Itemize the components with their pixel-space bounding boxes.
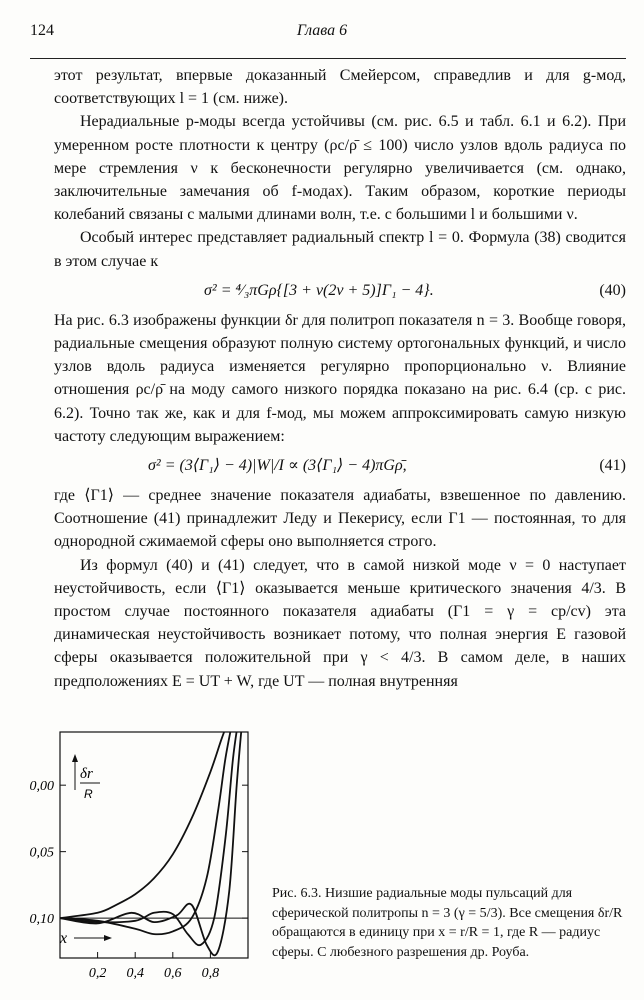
series-line-mode-1 (60, 719, 233, 935)
y-axis-label-top: δr (80, 766, 93, 782)
header-rule (30, 58, 626, 59)
paragraph-6: Из формул (40) и (41) следует, что в самой низкой моде ν = 0 наступает неустойчивость, если ⟨Γ1⟩ оказывается меньше критического значения 4/3. В простом случае постоянного показателя адиабаты (Γ1 = γ = cp/cv) эта динамическая неустойчивость возникает потому, что полная энергия E газовой сферы оказывается положительной при γ < 4/3. В самом деле, в наших предположениях E = UT + W, где UT — полная внутренняя (54, 556, 626, 690)
equation-40-number: (40) (599, 282, 626, 300)
equation-41-number: (41) (599, 457, 626, 475)
equation-40 (54, 273, 626, 309)
series-line-mode-2 (60, 719, 239, 946)
x-tick-label: 0,8 (201, 966, 220, 981)
paragraph-2: Нерадиальные p-моды всегда устойчивы (см. рис. 6.5 и табл. 6.1 и 6.2). При умеренном росте плотности к центру (ρc/ρ̄ ≤ 100) число узлов вдоль радиуса по мере стремления ν к бесконечности регулярно увеличивается (см. однако, заключительные замечания об f-модах). Таким образом, короткие периоды колебаний связаны с малыми длинами волн, т.е. с большими l и большими ν. (54, 113, 626, 224)
body-text (54, 64, 626, 693)
y-tick-label: 0,10 (29, 912, 54, 928)
x-tick-label: 0,6 (164, 966, 182, 981)
y-tick-label: 0,05 (29, 845, 54, 861)
y-axis-arrow-head (72, 754, 78, 762)
paragraph-4: На рис. 6.3 изображены функции δr для политроп показателя n = 3. Вообще говоря, радиальные смещения образуют полную систему ортогональных функций, и число узлов вдоль радиуса изменяется регулярно пропорционально ν. Влияние отношения ρc/ρ̄ на моду самого низкого порядка показано на рис. 6.4 (ср. с рис. 6.2). Точно так же, как и для f-мод, мы можем аппроксимировать самую низкую частоту следующим выражением: (54, 311, 626, 445)
x-tick-label: 0,4 (126, 966, 144, 981)
page-number: 124 (30, 22, 54, 39)
x-axis-label: x (60, 930, 68, 947)
paragraph-3: Особый интерес представляет радиальный спектр l = 0. Формула (38) сводится в этом случае к (54, 229, 626, 270)
paragraph-1: этот результат, впервые доказанный Смейерсом, справедлив и для g-мод, соответствующих l = 1 (см. ниже). (54, 67, 626, 108)
y-axis-label-bottom: R (84, 787, 93, 801)
equation-41 (54, 448, 626, 484)
equation-40-body: σ² = ⁴⁄₃πGρ{[3 + ν(2ν + 5)]Γ₁ − 4}. (204, 282, 434, 300)
figure-caption: Рис. 6.3. Низшие радиальные моды пульсаций для сферической политропы n = 3 (γ = 5/3). Все смещения δr/R обращаются в единицу при x = r/R = 1, где R — радиус сферы. С любезного разрешения др. Роуба. (272, 886, 623, 960)
mode-plot (8, 708, 258, 990)
figure-6-3 (8, 708, 258, 990)
chapter-title: Глава 6 (296, 22, 348, 39)
running-header (0, 22, 644, 46)
x-axis-arrow-head (104, 935, 112, 941)
equation-41-body: σ² = (3⟨Γ₁⟩ − 4)|W|/I ∝ (3⟨Γ₁⟩ − 4)πGρ̄, (148, 457, 407, 475)
y-tick-label: 0,00 (29, 779, 54, 795)
paragraph-5: где ⟨Γ1⟩ — среднее значение показателя адиабаты, взвешенное по давлению. Соотношение (41) принадлежит Леду и Пекерису, если Γ1 — постоянная, то для однородной сжимаемой сферы оно выполняется строго. (54, 487, 626, 551)
x-tick-label: 0,2 (88, 966, 107, 981)
